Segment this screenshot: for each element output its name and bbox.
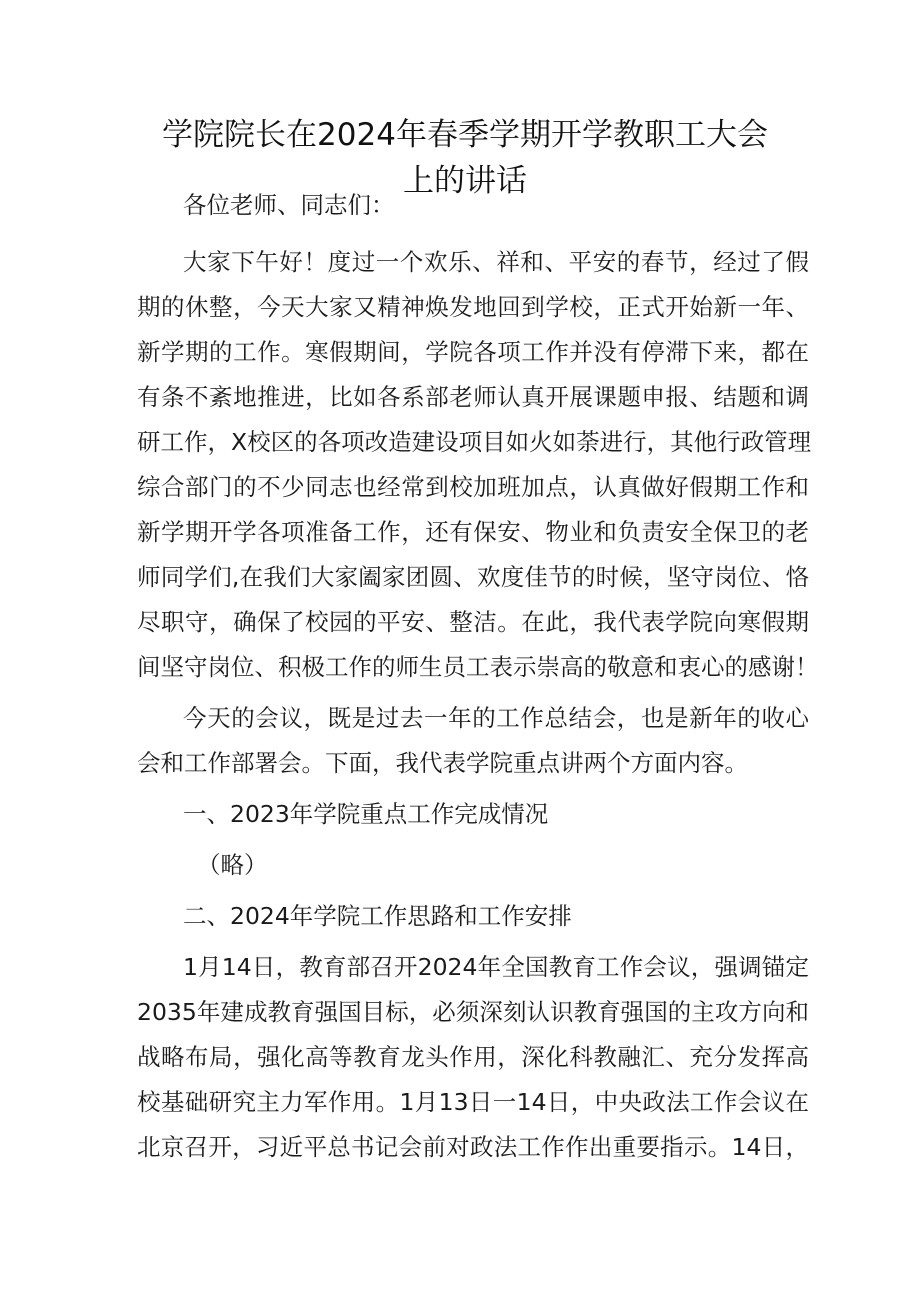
paragraph-line: 校基础研究主力军作用。1月13日一14日，中央政法工作会议在: [137, 1088, 809, 1116]
title-line: 上的讲话: [403, 163, 527, 199]
paragraph-line: 期的休整，今天大家又精神焕发地回到学校，正式开始新一年、: [137, 293, 809, 321]
paragraph-line: 今天的会议，既是过去一年的工作总结会，也是新年的收心: [183, 704, 809, 732]
section-note: （略）: [197, 851, 268, 879]
paragraph-line: 北京召开，习近平总书记会前对政法工作作出重要指示。14日，: [137, 1133, 809, 1161]
paragraph-line: 2035年建成教育强国目标，必须深刻认识教育强国的主攻方向和: [137, 998, 809, 1026]
paragraph-line: 新学期的工作。寒假期间，学院各项工作并没有停滞下来，都在: [137, 338, 809, 366]
paragraph-line: 大家下午好！度过一个欢乐、祥和、平安的春节，经过了假: [183, 248, 809, 276]
paragraph-conference: [137, 945, 809, 1170]
paragraph-line: 研工作，X校区的各项改造建设项目如火如荼进行，其他行政管理: [137, 428, 812, 456]
paragraph-line: 尽职守，确保了校园的平安、整洁。在此，我代表学院向寒假期: [137, 608, 809, 636]
paragraph-greeting: [137, 240, 819, 690]
paragraph-meeting: [137, 696, 809, 786]
paragraph-line: 师同学们,在我们大家阖家团圆、欢度佳节的时候，坚守岗位、恪: [137, 563, 809, 591]
section-heading-1: 一、2023年学院重点工作完成情况: [183, 800, 549, 828]
paragraph-line: 间坚守岗位、积极工作的师生员工表示崇高的敬意和衷心的感谢！: [137, 653, 819, 681]
paragraph-line: 1月14日，教育部召开2024年全国教育工作会议，强调锚定: [183, 953, 809, 981]
salutation: 各位老师、同志们：: [183, 191, 395, 219]
paragraph-line: 战略布局，强化高等教育龙头作用，深化科教融汇、充分发挥高: [137, 1043, 809, 1071]
section-heading-2: 二、2024年学院工作思路和工作安排: [183, 902, 572, 930]
paragraph-line: 会和工作部署会。下面，我代表学院重点讲两个方面内容。: [137, 749, 748, 777]
title-line: 学院院长在2024年春季学期开学教职工大会: [162, 117, 768, 153]
paragraph-line: 新学期开学各项准备工作，还有保安、物业和负责安全保卫的老: [137, 518, 809, 546]
paragraph-line: 有条不紊地推进，比如各系部老师认真开展课题申报、结题和调: [137, 383, 809, 411]
document-body: [137, 183, 819, 1170]
paragraph-line: 综合部门的不少同志也经常到校加班加点，认真做好假期工作和: [137, 473, 809, 501]
